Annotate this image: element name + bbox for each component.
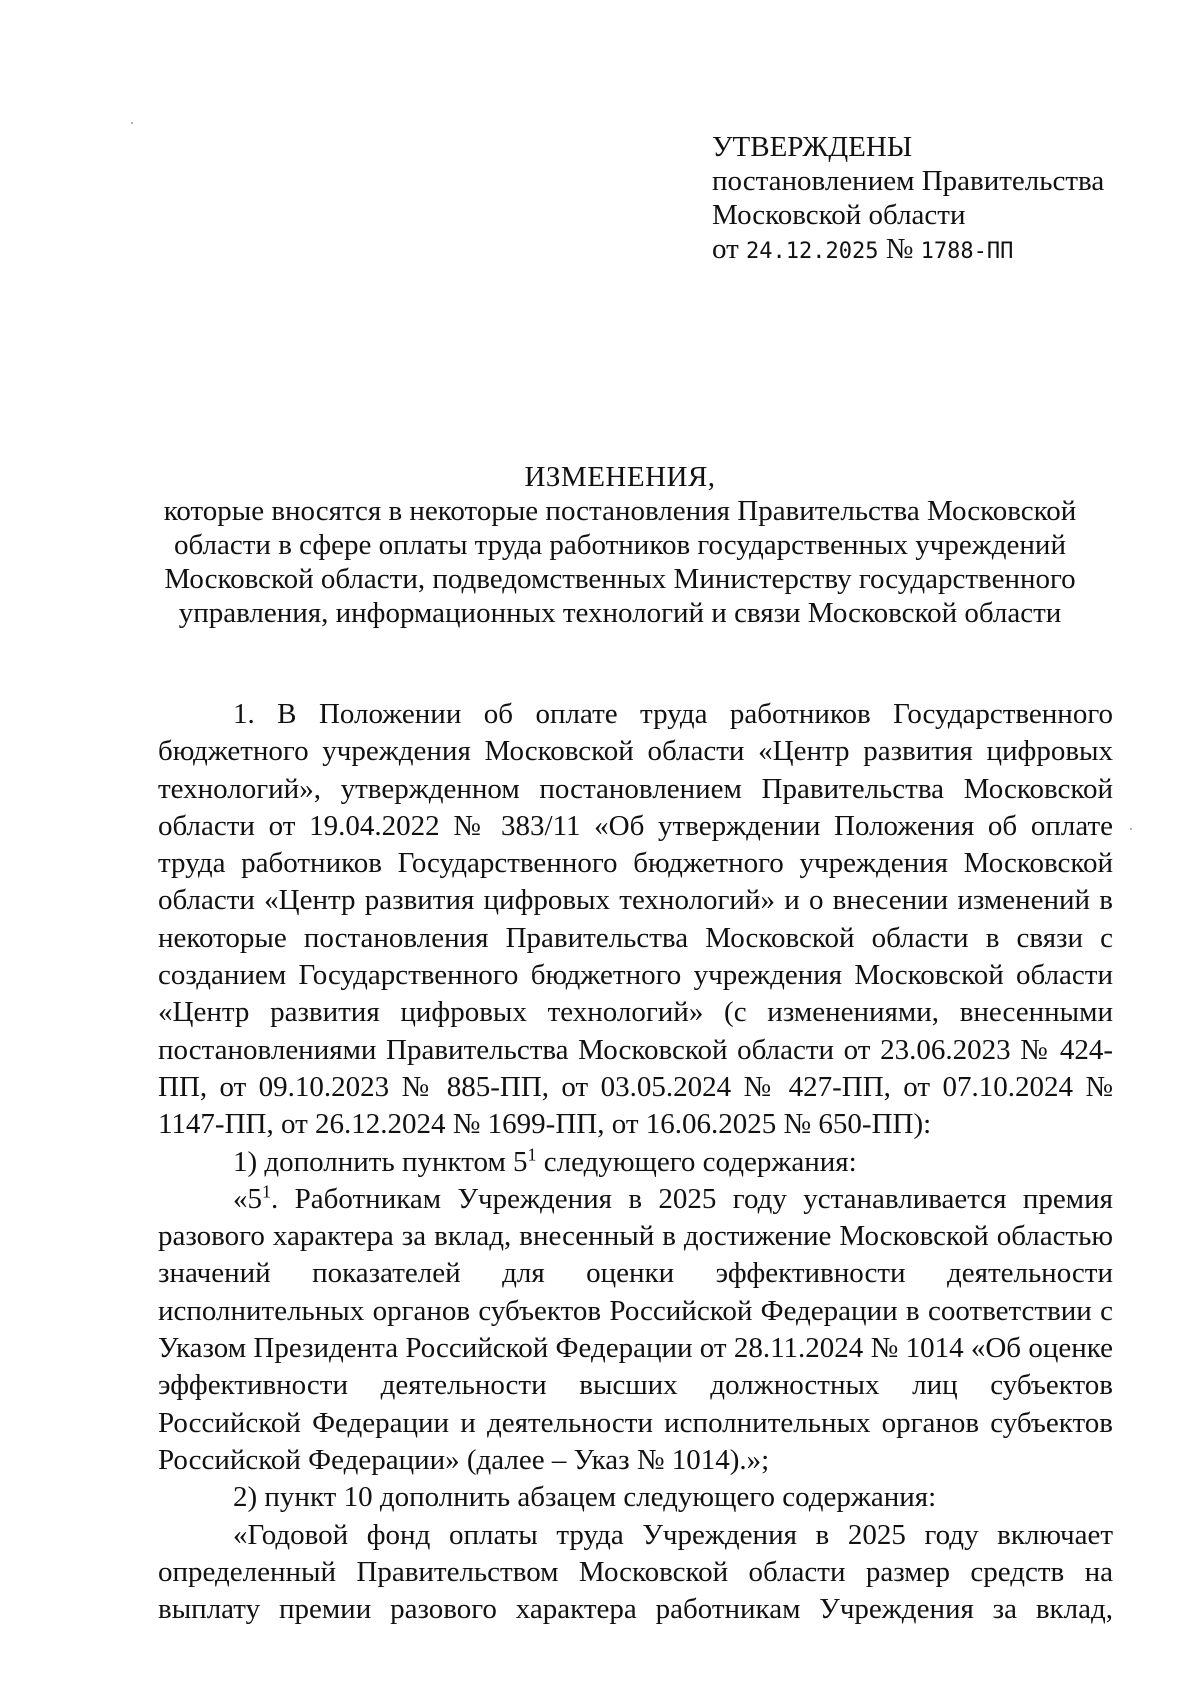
paragraph-2-start: 1) дополнить пунктом 5 bbox=[233, 1145, 528, 1178]
scan-speck bbox=[1130, 828, 1132, 830]
approval-date-prefix: от bbox=[712, 233, 739, 265]
approval-line-2: Московской области bbox=[712, 199, 966, 231]
approval-date: 24.12.2025 bbox=[746, 239, 879, 264]
approval-number-sign: № bbox=[885, 233, 914, 265]
document-heading: ИЗМЕНЕНИЯ, bbox=[524, 461, 716, 493]
paragraph-3-superscript: 1 bbox=[262, 1181, 271, 1202]
paragraph-3 bbox=[158, 1181, 1113, 1479]
paragraph-4: 2) пункт 10 дополнить абзацем следующего содержания: bbox=[233, 1481, 937, 1514]
paragraph-1: 1. В Положении об оплате труда работников Государственного бюджетного учреждения Московской области «Центр развития цифровых технологий», утвержденном постановлением Правительства Московской области от 19.04.2022 № 383/11 «Об утверждении Положения об оплате труда работников Государственного бюджетного учреждения Московской области «Центр развития цифровых технологий» и о внесении изменений в некоторые постановления Правительства Московской области в связи с созданием Государственного бюджетного учреждения Московской области «Центр развития цифровых технологий» (с изменениями, внесенными постановлениями Правительства Московской области от 23.06.2023 № 424-ПП, от 09.10.2023 № 885-ПП, от 03.05.2024 № 427-ПП, от 07.10.2024 № 1147-ПП, от 26.12.2024 № 1699-ПП, от 16.06.2025 № 650-ПП): bbox=[158, 698, 1113, 1141]
paragraph-5: «Годовой фонд оплаты труда Учреждения в 2025 году включает определенный Правительством Московской области размер средств на выплату премии разового характера работникам Учреждения за вклад, bbox=[158, 1518, 1113, 1626]
scan-speck bbox=[131, 122, 133, 124]
approval-title: УТВЕРЖДЕНЫ bbox=[712, 131, 913, 163]
approval-block bbox=[712, 130, 1104, 269]
document-subtitle: которые вносятся в некоторые постановления Правительства Московской области в сфере оплаты труда работников государственных учреждений Московской области, подведомственных Министерству государственного управления, информационных технологий и связи Московской области bbox=[163, 495, 1077, 629]
approval-date-line bbox=[712, 232, 1104, 269]
paragraph-3-start: «5 bbox=[233, 1182, 262, 1215]
paragraph-2-superscript: 1 bbox=[527, 1143, 537, 1164]
paragraph-2-end: следующего содержания: bbox=[536, 1145, 857, 1178]
paragraph-3-end: . Работникам Учреждения в 2025 году устанавливается премия разового характера за вклад, внесенный в достижение Московской областью значений показателей для оценки эффективности деятельности исполнительных органов субъектов Российской Федерации в соответствии с Указом Президента Российской Федерации от 28.11.2024 № 1014 «Об оценке эффективности деятельности высших должностных лиц субъектов Российской Федерации и деятельности исполнительных органов субъектов Российской Федерации» (далее – Указ № 1014).»; bbox=[158, 1182, 1113, 1476]
document-title-block bbox=[150, 460, 1090, 630]
approval-line-1: постановлением Правительства bbox=[712, 165, 1105, 197]
approval-number: 1788-ПП bbox=[920, 239, 1014, 264]
document-body bbox=[158, 696, 1113, 1628]
paragraph-2 bbox=[158, 1144, 1113, 1181]
